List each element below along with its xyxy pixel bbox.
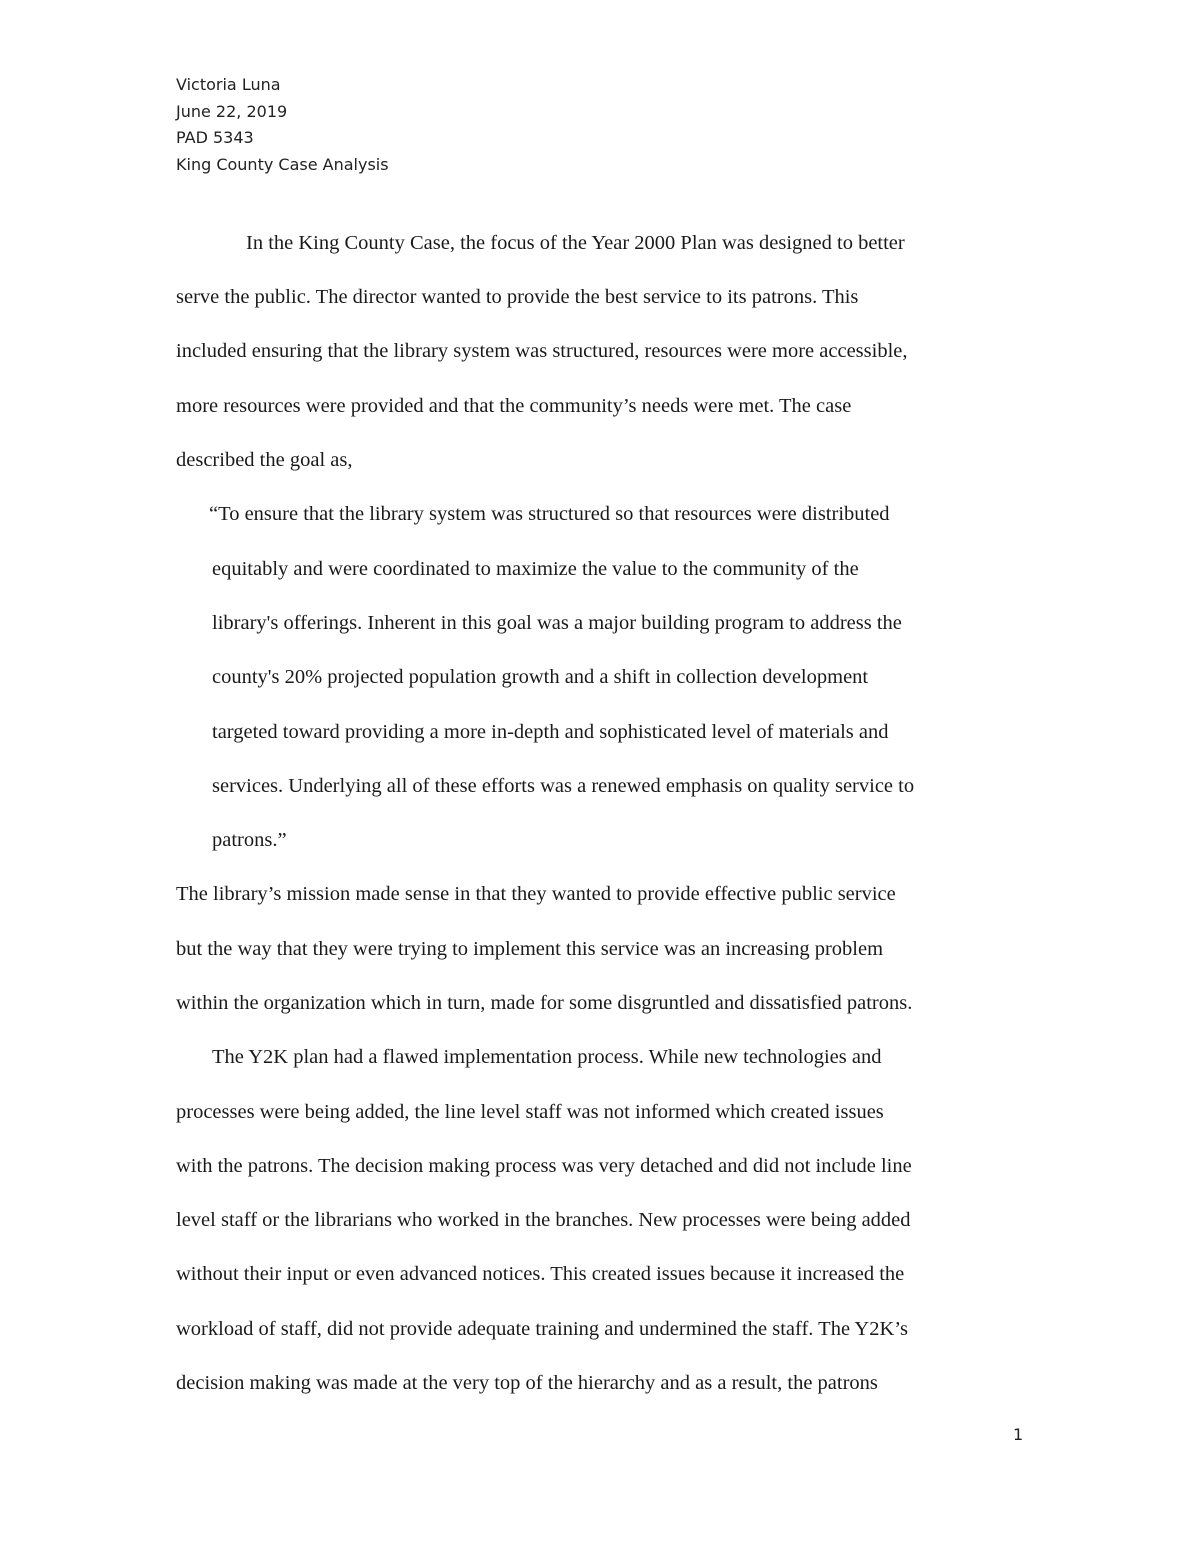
document-date: June 22, 2019 <box>176 101 288 121</box>
body-line: level staff or the librarians who worked in the branches. New processes were being added <box>176 1209 911 1231</box>
author-name: Victoria Luna <box>176 75 281 94</box>
document-header <box>176 72 389 178</box>
quote-line: services. Underlying all of these efforts was a renewed emphasis on quality service to <box>212 775 915 797</box>
quote-line: county's 20% projected population growth and a shift in collection development <box>212 666 869 688</box>
quote-line: library's offerings. Inherent in this goal was a major building program to address the <box>212 612 902 634</box>
body-line: with the patrons. The decision making process was very detached and did not include line <box>176 1155 912 1177</box>
body-line: workload of staff, did not provide adequate training and undermined the staff. The Y2K’s <box>176 1318 908 1340</box>
course-code: PAD 5343 <box>176 128 254 147</box>
body-line: but the way that they were trying to implement this service was an increasing problem <box>176 938 884 960</box>
quote-line: “To ensure that the library system was structured so that resources were distributed <box>209 503 890 525</box>
page-number: 1 <box>1013 1425 1024 1444</box>
body-line: without their input or even advanced notices. This created issues because it increased the <box>176 1263 905 1285</box>
body-line: more resources were provided and that the community’s needs were met. The case <box>176 395 852 417</box>
body-line: decision making was made at the very top of the hierarchy and as a result, the patrons <box>176 1372 878 1394</box>
body-line: The Y2K plan had a flawed implementation process. While new technologies and <box>212 1046 882 1068</box>
body-line: In the King County Case, the focus of the Year 2000 Plan was designed to better <box>246 232 905 254</box>
body-line: within the organization which in turn, made for some disgruntled and dissatisfied patrons. <box>176 992 913 1014</box>
quote-line: patrons.” <box>212 829 287 851</box>
body-line: described the goal as, <box>176 449 353 471</box>
document-title: King County Case Analysis <box>176 154 389 174</box>
body-line: The library’s mission made sense in that they wanted to provide effective public service <box>176 883 896 905</box>
quote-line: equitably and were coordinated to maximize the value to the community of the <box>212 558 859 580</box>
body-line: serve the public. The director wanted to provide the best service to its patrons. This <box>176 286 859 308</box>
body-line: included ensuring that the library system was structured, resources were more accessible, <box>176 340 908 362</box>
body-line: processes were being added, the line level staff was not informed which created issues <box>176 1101 884 1123</box>
quote-line: targeted toward providing a more in-depth and sophisticated level of materials and <box>212 721 889 743</box>
